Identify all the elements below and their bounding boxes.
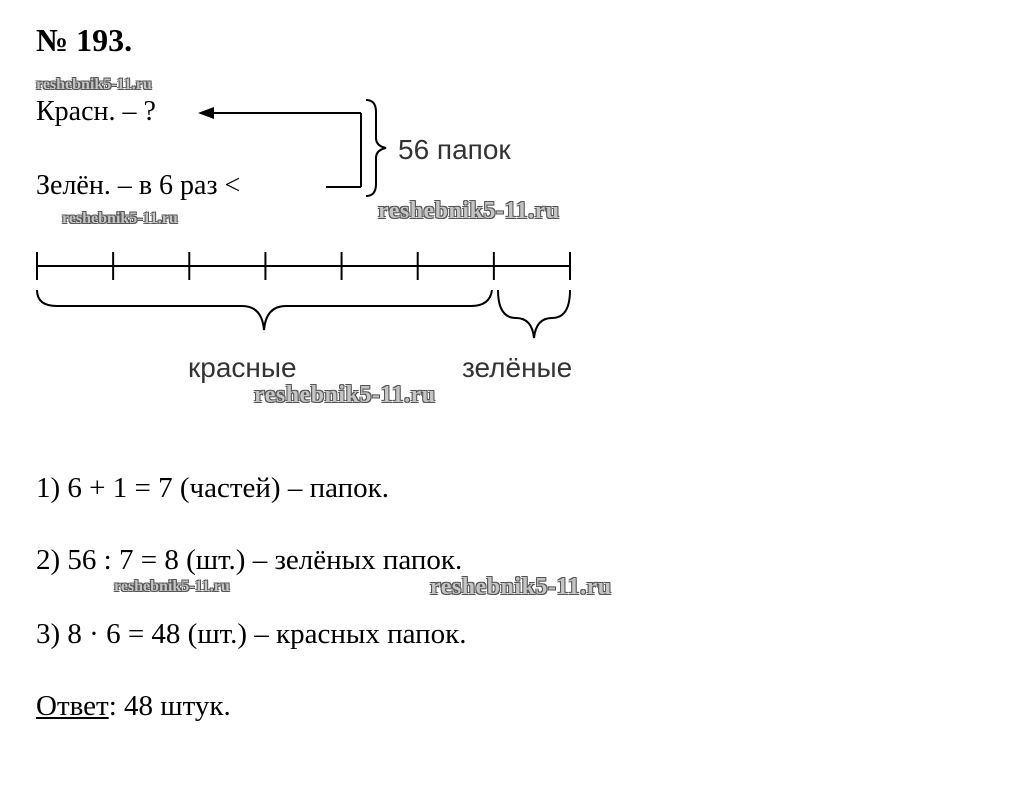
watermark: reshebnik5-11.ru (254, 382, 436, 408)
watermark: reshebnik5-11.ru (114, 578, 230, 595)
watermark: reshebnik5-11.ru (430, 574, 612, 600)
green-brace (498, 290, 570, 338)
condition-red: Красн. – ? (36, 96, 156, 127)
arrow-head (198, 107, 214, 119)
solution-step-3: 3) 8 · 6 = 48 (шт.) – красных папок. (36, 618, 467, 650)
green-label: зелёные (462, 352, 573, 383)
solution-step-2: 2) 56 : 7 = 8 (шт.) – зелёных папок. (36, 544, 463, 576)
total-label: 56 папок (398, 134, 511, 165)
red-brace (37, 290, 492, 330)
answer-value: : 48 штук. (108, 690, 231, 722)
segment-line (37, 252, 570, 280)
problem-number: № 193. (36, 22, 133, 58)
watermark: reshebnik5-11.ru (62, 210, 178, 227)
watermark: reshebnik5-11.ru (36, 76, 152, 93)
condition-arrow (212, 113, 361, 187)
solution-step-1: 1) 6 + 1 = 7 (частей) – папок. (36, 472, 389, 504)
answer (36, 690, 231, 723)
answer-label: Ответ (36, 690, 109, 722)
watermark: reshebnik5-11.ru (378, 198, 560, 224)
total-brace (366, 100, 386, 196)
red-label: красные (188, 352, 297, 383)
condition-green: Зелён. – в 6 раз < (36, 170, 241, 201)
